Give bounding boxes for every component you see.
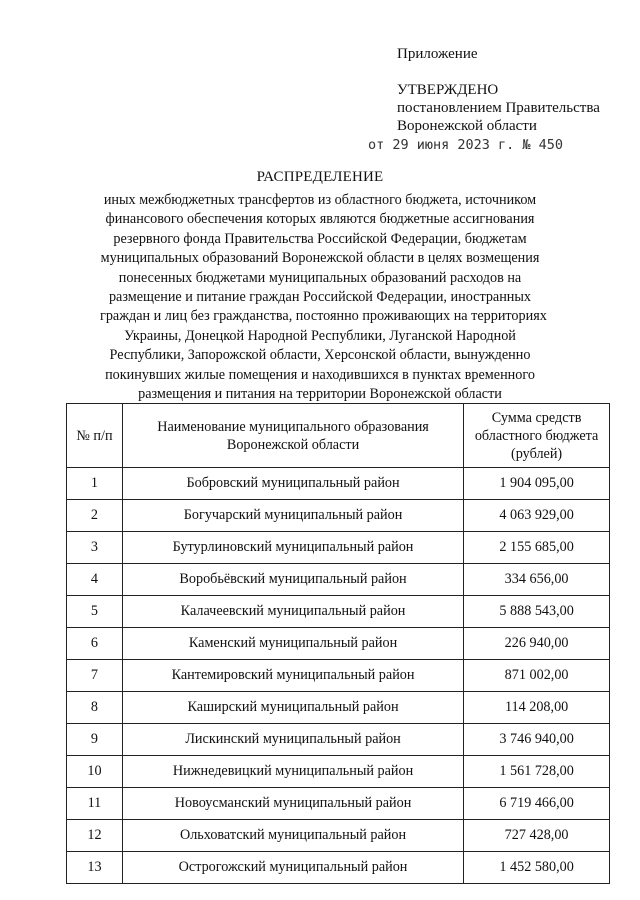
row-num: 6 (67, 628, 123, 660)
row-sum: 334 656,00 (464, 564, 610, 596)
row-sum: 1 561 728,00 (464, 756, 610, 788)
header-sum-line: областного бюджета (474, 427, 599, 444)
table-row (67, 820, 610, 852)
row-municipality: Воробьёвский муниципальный район (122, 564, 463, 596)
decree-line-1: постановлением Правительства (397, 100, 600, 116)
table-row (67, 628, 610, 660)
table-row (67, 564, 610, 596)
row-num: 7 (67, 660, 123, 692)
table-row (67, 532, 610, 564)
row-municipality: Кантемировский муниципальный район (122, 660, 463, 692)
row-municipality: Калачеевский муниципальный район (122, 596, 463, 628)
row-sum: 871 002,00 (464, 660, 610, 692)
row-sum: 226 940,00 (464, 628, 610, 660)
subtitle-line: муниципальных образований Воронежской области в целях возмещения (100, 250, 540, 267)
row-municipality: Каменский муниципальный район (122, 628, 463, 660)
row-num: 13 (67, 852, 123, 884)
row-municipality: Лискинский муниципальный район (122, 724, 463, 756)
subtitle-line: покинувших жилые помещения и находившихся в пунктах временного (105, 366, 535, 383)
subtitle-line: размещение и питание граждан Российской Федерации, иностранных (108, 289, 532, 306)
row-sum: 114 208,00 (464, 692, 610, 724)
row-municipality: Бобровский муниципальный район (122, 468, 463, 500)
table-row (67, 596, 610, 628)
row-num: 12 (67, 820, 123, 852)
appendix-label: Приложение (397, 46, 478, 62)
row-municipality: Ольховатский муниципальный район (122, 820, 463, 852)
subtitle-line: размещения и питания на территории Воронежской области (138, 386, 502, 403)
header-sum (464, 404, 610, 468)
table-row (67, 692, 610, 724)
row-municipality: Новоусманский муниципальный район (122, 788, 463, 820)
row-sum: 2 155 685,00 (464, 532, 610, 564)
header-name-line: Воронежской области (226, 436, 360, 453)
table-row (67, 756, 610, 788)
row-num: 2 (67, 500, 123, 532)
table-body (67, 468, 610, 884)
row-num: 5 (67, 596, 123, 628)
row-municipality: Бутурлиновский муниципальный район (122, 532, 463, 564)
row-municipality: Каширский муниципальный район (122, 692, 463, 724)
row-num: 11 (67, 788, 123, 820)
row-municipality: Богучарский муниципальный район (122, 500, 463, 532)
row-sum: 4 063 929,00 (464, 500, 610, 532)
header-name-line: Наименование муниципального образования (157, 418, 429, 435)
table-header (67, 404, 610, 468)
row-sum: 1 904 095,00 (464, 468, 610, 500)
subtitle-line: понесенных бюджетами муниципальных образований расходов на (118, 269, 522, 286)
table-row (67, 852, 610, 884)
row-num: 3 (67, 532, 123, 564)
row-num: 9 (67, 724, 123, 756)
row-num: 8 (67, 692, 123, 724)
row-sum: 727 428,00 (464, 820, 610, 852)
subtitle-line: резервного фонда Правительства Российской Федерации, бюджетам (113, 230, 527, 247)
distribution-table (66, 403, 610, 884)
subtitle-line: Республики, Запорожской области, Херсонской области, вынужденно (109, 347, 531, 364)
approval-block (397, 45, 600, 135)
header-sum-line: Сумма средств (491, 409, 582, 426)
approved-label: УТВЕРЖДЕНО (397, 82, 499, 98)
header-num: № п/п (67, 404, 123, 468)
row-sum: 5 888 543,00 (464, 596, 610, 628)
row-num: 10 (67, 756, 123, 788)
row-sum: 1 452 580,00 (464, 852, 610, 884)
row-municipality: Острогожский муниципальный район (122, 852, 463, 884)
document-title: РАСПРЕДЕЛЕНИЕ (256, 169, 384, 185)
decree-line-2: Воронежской области (397, 118, 537, 134)
subtitle-line: граждан и лиц без гражданства, постоянно проживающих на территориях (100, 308, 547, 325)
table-row (67, 788, 610, 820)
table-row (67, 660, 610, 692)
header-row (67, 404, 610, 468)
subtitle-line: Украины, Донецкой Народной Республики, Луганской Народной (124, 327, 516, 344)
table-row (67, 468, 610, 500)
row-num: 4 (67, 564, 123, 596)
row-sum: 6 719 466,00 (464, 788, 610, 820)
subtitle-line: финансового обеспечения которых являются бюджетные ассигнования (105, 211, 535, 228)
row-municipality: Нижнедевицкий муниципальный район (122, 756, 463, 788)
table-row (67, 724, 610, 756)
decree-date-stamp: от 29 июня 2023 г. № 450 (368, 137, 564, 153)
row-num: 1 (67, 468, 123, 500)
header-sum-line: (рублей) (511, 445, 563, 462)
document-subtitle (100, 191, 547, 404)
subtitle-line: иных межбюджетных трансфертов из областного бюджета, источником (103, 192, 537, 208)
table-row (67, 500, 610, 532)
row-sum: 3 746 940,00 (464, 724, 610, 756)
header-name (122, 404, 463, 468)
